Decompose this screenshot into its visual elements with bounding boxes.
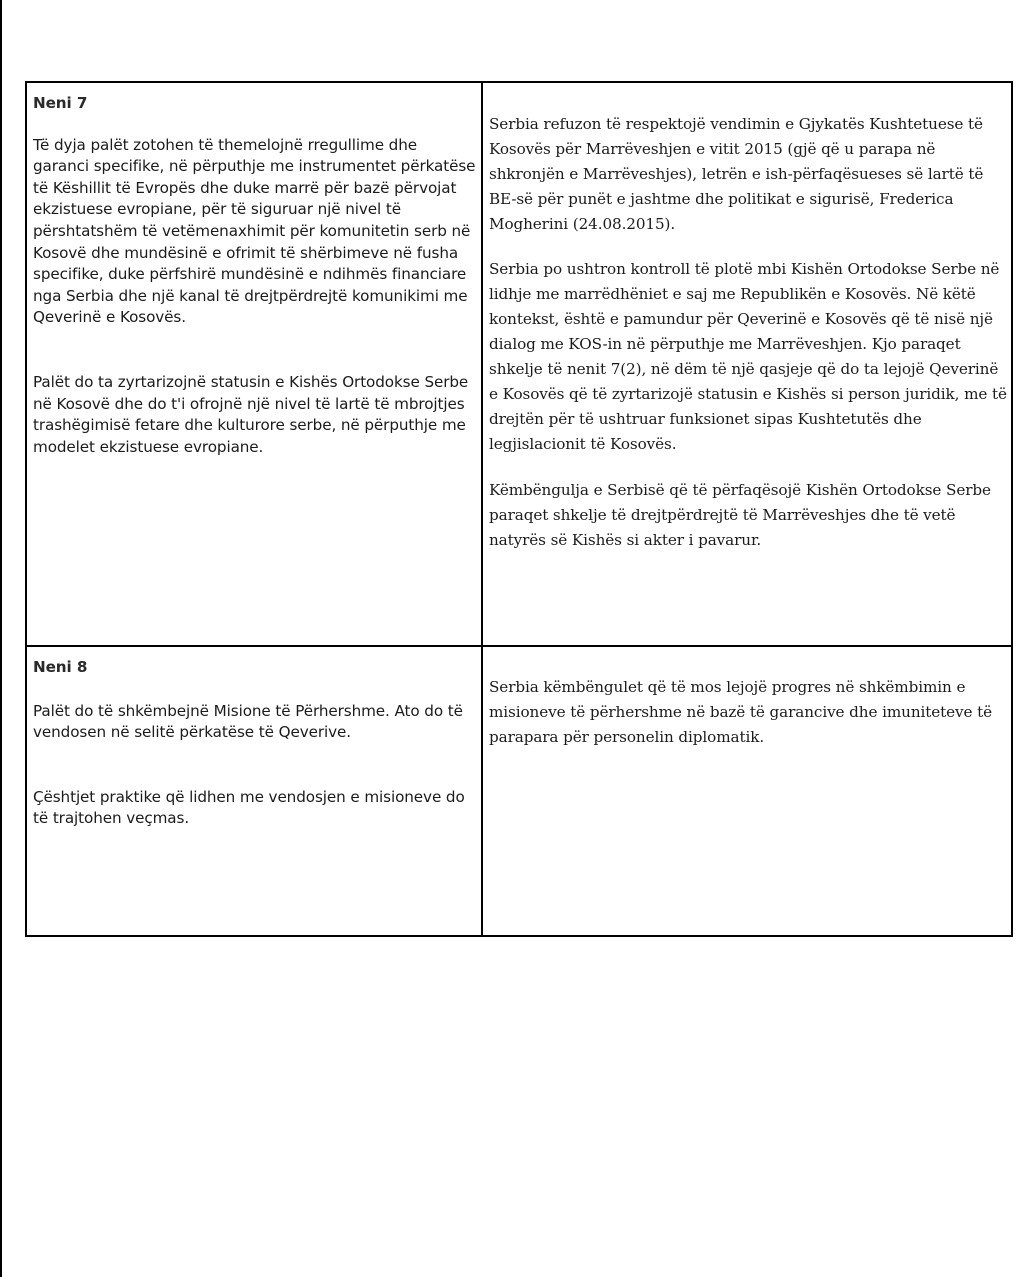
comparison-table	[25, 81, 1013, 937]
table-row	[26, 646, 1012, 936]
agreement-cell	[26, 646, 482, 936]
page-edge-line	[0, 0, 2, 1277]
agreement-paragraph: Palët do ta zyrtarizojnë statusin e Kishës Ortodokse Serbe në Kosovë dhe do t'i ofrojnë një nivel të lartë të mbrojtjes trashëgimisë fetare dhe kulturore serbe, në përputhje me modelet ekzistuese evropiane.	[33, 372, 469, 456]
violation-text	[483, 647, 1011, 750]
table-row	[26, 82, 1012, 646]
agreement-text	[27, 83, 481, 458]
agreement-paragraph: Palët do të shkëmbejnë Misione të Përhershme. Ato do të vendosen në selitë përkatëse të Qeverive.	[33, 701, 463, 742]
violation-text	[483, 83, 1011, 553]
agreement-cell	[26, 82, 482, 646]
violation-paragraph: Këmbëngulja e Serbisë që të përfaqësojë Kishën Ortodokse Serbe paraqet shkelje të drejtpërdrejtë të Marrëveshjes dhe të vetë natyrës së Kishës si akter i pavarur.	[489, 481, 991, 549]
agreement-paragraph: Të dyja palët zotohen të themelojnë rregullime dhe garanci specifike, në përputhje me instrumentet përkatëse të Këshillit të Evropës dhe duke marrë për bazë përvojat ekzistuese evropiane, për të siguruar një nivel të përshtatshëm të vetëmenaxhimit për komunitetin serb në Kosovë dhe mundësinë e ofrimit të shërbimeve në fusha specifike, duke përfshirë mundësinë e ndihmës financiare nga Serbia dhe një kanal të drejtpërdrejtë komunikimi me Qeverinë e Kosovës.	[33, 135, 476, 327]
agreement-text	[27, 647, 481, 830]
violation-cell	[482, 82, 1012, 646]
violation-paragraph: Serbia këmbëngulet që të mos lejojë progres në shkëmbimin e misioneve të përhershme në bazë të garancive dhe imuniteteve të parapara për personelin diplomatik.	[489, 678, 993, 746]
article-heading: Neni 7	[33, 94, 88, 112]
agreement-paragraph: Çështjet praktike që lidhen me vendosjen e misioneve do të trajtohen veçmas.	[33, 787, 465, 828]
violation-cell	[482, 646, 1012, 936]
violation-paragraph: Serbia po ushtron kontroll të plotë mbi Kishën Ortodokse Serbe në lidhje me marrëdhëniet e saj me Republikën e Kosovës. Në këtë kontekst, është e pamundur për Qeverinë e Kosovës që të nisë një dialog me KOS-in në përputhje me Marrëveshjen. Kjo paraqet shkelje të nenit 7(2), në dëm të një qasjeje që do ta lejojë Qeverinë e Kosovës që të zyrtarizojë statusin e Kishës si person juridik, me të drejtën për të ushtruar funksionet sipas Kushtetutës dhe legjislacionit të Kosovës.	[489, 260, 1007, 453]
violation-paragraph: Serbia refuzon të respektojë vendimin e Gjykatës Kushtetuese të Kosovës për Marrëveshjen e vitit 2015 (gjë që u parapa në shkronjën e Marrëveshjes), letrën e ish-përfaqësueses së lartë të BE-së për punët e jashtme dhe politikat e sigurisë, Frederica Mogherini (24.08.2015).	[489, 115, 984, 233]
article-heading: Neni 8	[33, 658, 88, 676]
